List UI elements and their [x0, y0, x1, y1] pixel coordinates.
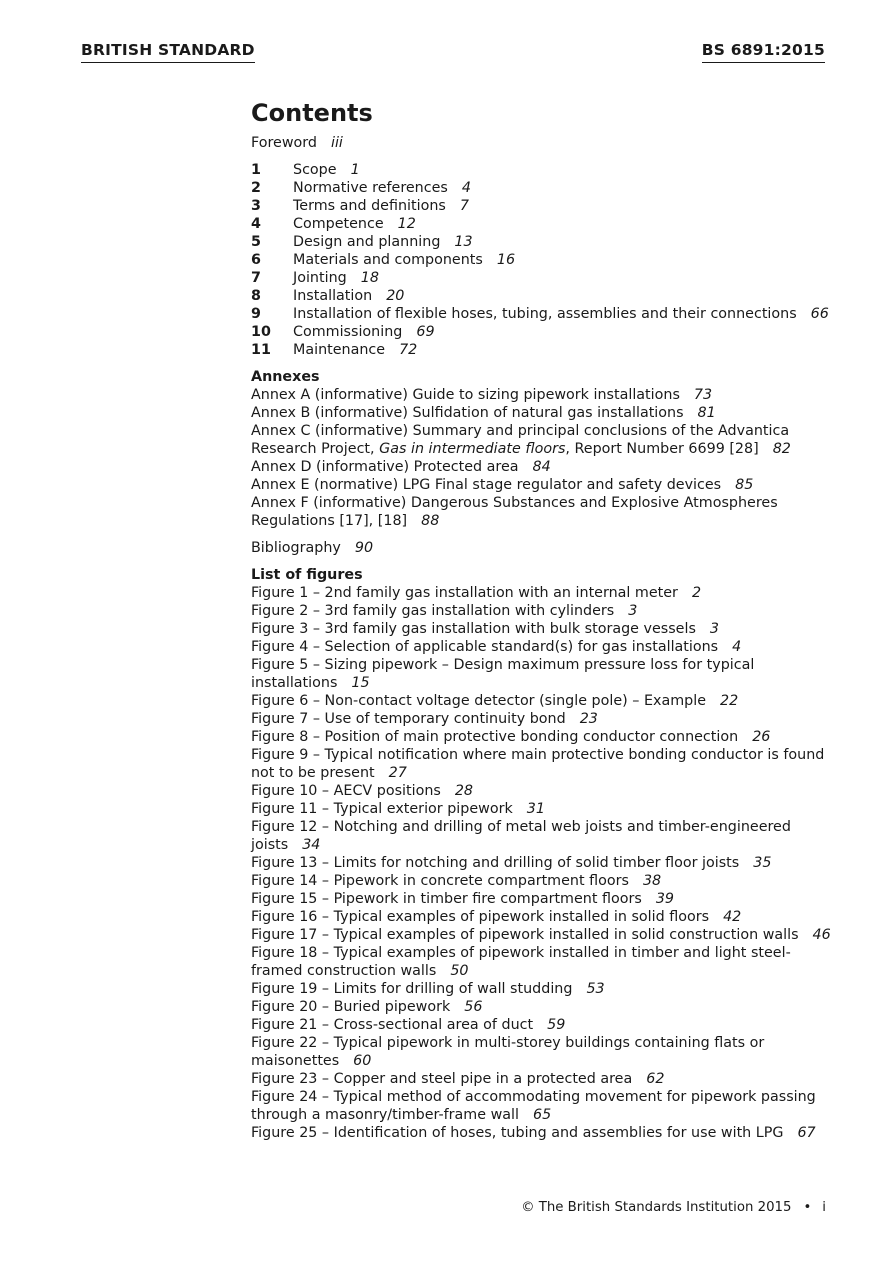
toc-page-number: 35	[753, 855, 772, 871]
toc-page-number: 85	[735, 477, 754, 493]
figure-title: Figure 19 – Limits for drilling of wall studding	[251, 981, 573, 997]
figure-title: Figure 10 – AECV positions	[251, 783, 441, 799]
footer-bullet: •	[803, 1200, 812, 1215]
toc-figure-25[interactable]	[251, 1124, 831, 1142]
figure-title: Figure 8 – Position of main protective bonding conductor connection	[251, 729, 739, 745]
clause-title: Materials and components	[293, 252, 483, 268]
page-title: Contents	[251, 99, 373, 127]
figures-heading: List of figures	[251, 567, 363, 583]
running-header-left: BRITISH STANDARD	[81, 41, 255, 63]
annex-title-italic: Gas in intermediate floors	[379, 441, 566, 457]
toc-page-number: 90	[354, 540, 374, 556]
toc-figure-17[interactable]	[251, 926, 831, 944]
toc-page-number: 15	[351, 675, 370, 691]
toc-annex-d[interactable]	[251, 458, 831, 476]
toc-page-number: 65	[532, 1107, 552, 1123]
clause-number: 4	[251, 216, 261, 232]
clause-number: 9	[251, 306, 261, 322]
clause-title: Design and planning	[293, 234, 441, 250]
table-of-contents	[251, 98, 831, 1142]
clause-title: Installation of flexible hoses, tubing, assemblies and their connections	[293, 306, 797, 322]
toc-page-number: 1	[350, 162, 360, 178]
toc-clause-1[interactable]	[251, 161, 831, 179]
figure-title: Figure 20 – Buried pipework	[251, 999, 451, 1015]
toc-clause-6[interactable]	[251, 251, 831, 269]
toc-entry-bibliography[interactable]	[251, 539, 831, 557]
figure-title: Figure 22 – Typical pipework in multi-storey buildings containing flats or maisonettes	[251, 1035, 765, 1069]
figure-title: Figure 16 – Typical examples of pipework installed in solid floors	[251, 909, 710, 925]
figure-title: Figure 25 – Identification of hoses, tubing and assemblies for use with LPG	[251, 1125, 784, 1141]
figure-title: Figure 12 – Notching and drilling of metal web joists and timber-engineered joists	[251, 819, 791, 853]
toc-clause-5[interactable]	[251, 233, 831, 251]
toc-annex-a[interactable]	[251, 386, 831, 404]
toc-figure-20[interactable]	[251, 998, 831, 1016]
clause-number: 5	[251, 234, 261, 250]
toc-figure-2[interactable]	[251, 602, 831, 620]
figure-title: Figure 14 – Pipework in concrete compartment floors	[251, 873, 629, 889]
toc-figure-14[interactable]	[251, 872, 831, 890]
toc-page-number: 38	[642, 873, 662, 889]
toc-page-number: 31	[526, 801, 545, 817]
figure-title: Figure 24 – Typical method of accommodating movement for pipework passing through a masonry/timber-frame wall	[251, 1089, 816, 1123]
annex-title-start: Annex C (informative) Summary and principal conclusions of the Advantica Research Project,	[251, 423, 790, 457]
annex-title: Annex F (informative) Dangerous Substances and Explosive Atmospheres Regulations [17], [18]	[251, 495, 778, 529]
figure-title: Figure 5 – Sizing pipework – Design maximum pressure loss for typical installations	[251, 657, 755, 691]
toc-figure-23[interactable]	[251, 1070, 831, 1088]
page-number: i	[822, 1200, 826, 1215]
toc-figure-24[interactable]	[251, 1088, 831, 1124]
toc-figure-18[interactable]	[251, 944, 831, 980]
toc-figure-10[interactable]	[251, 782, 831, 800]
page-footer	[521, 1199, 826, 1216]
clause-number: 11	[251, 342, 271, 358]
annex-title: Annex A (informative) Guide to sizing pipework installations	[251, 387, 680, 403]
toc-entry-foreword[interactable]	[251, 134, 831, 152]
toc-clause-10[interactable]	[251, 323, 831, 341]
toc-page-number: 82	[772, 441, 791, 457]
toc-page-number: 69	[416, 324, 435, 340]
toc-page-number: 2	[691, 585, 702, 601]
toc-annex-e[interactable]	[251, 476, 831, 494]
toc-page-number: 13	[454, 234, 473, 250]
annex-title: Annex D (informative) Protected area	[251, 459, 519, 475]
toc-figure-9[interactable]	[251, 746, 831, 782]
clause-number: 8	[251, 288, 261, 304]
toc-page-number: 16	[496, 252, 516, 268]
toc-page-number: 46	[812, 927, 831, 943]
annex-title: Annex B (informative) Sulfidation of natural gas installations	[251, 405, 684, 421]
toc-page-number: 23	[579, 711, 598, 727]
figure-list	[251, 566, 831, 1142]
toc-clause-11[interactable]	[251, 341, 831, 359]
toc-figure-11[interactable]	[251, 800, 831, 818]
figure-title: Figure 6 – Non-contact voltage detector (single pole) – Example	[251, 693, 706, 709]
toc-figure-21[interactable]	[251, 1016, 831, 1034]
toc-annex-b[interactable]	[251, 404, 831, 422]
toc-page-number: 60	[353, 1053, 372, 1069]
clause-number: 2	[251, 180, 261, 196]
toc-page-number: 27	[388, 765, 407, 781]
clause-number: 3	[251, 198, 261, 214]
toc-figure-5[interactable]	[251, 656, 831, 692]
toc-figure-15[interactable]	[251, 890, 831, 908]
toc-figure-3[interactable]	[251, 620, 831, 638]
toc-page-number: 59	[547, 1017, 566, 1033]
toc-page-number: 56	[464, 999, 483, 1015]
toc-clause-9[interactable]	[251, 305, 831, 323]
running-header-right: BS 6891:2015	[702, 41, 825, 63]
toc-page-number: iii	[330, 135, 343, 151]
annex-title: Annex E (normative) LPG Final stage regulator and safety devices	[251, 477, 722, 493]
toc-page-number: 28	[454, 783, 474, 799]
toc-page-number: 81	[697, 405, 716, 421]
toc-figure-6[interactable]	[251, 692, 831, 710]
figure-title: Figure 17 – Typical examples of pipework installed in solid construction walls	[251, 927, 799, 943]
toc-annex-f[interactable]	[251, 494, 831, 530]
toc-page-number: 26	[752, 729, 771, 745]
toc-page-number: 20	[386, 288, 405, 304]
toc-page-number: 88	[421, 513, 440, 529]
toc-figure-8[interactable]	[251, 728, 831, 746]
clause-title: Normative references	[293, 180, 448, 196]
toc-page-number: 66	[810, 306, 829, 322]
toc-page-number: 12	[397, 216, 416, 232]
toc-entry-label: Foreword	[251, 135, 317, 151]
figure-title: Figure 2 – 3rd family gas installation with cylinders	[251, 603, 615, 619]
toc-page-number: 84	[532, 459, 551, 475]
figure-title: Figure 21 – Cross-sectional area of duct	[251, 1017, 534, 1033]
toc-figure-1[interactable]	[251, 584, 831, 602]
toc-figure-12[interactable]	[251, 818, 831, 854]
toc-figure-22[interactable]	[251, 1034, 831, 1070]
figure-title: Figure 7 – Use of temporary continuity bond	[251, 711, 566, 727]
toc-entry-label: Bibliography	[251, 540, 341, 556]
clause-number: 7	[251, 270, 261, 286]
toc-page-number: 3	[628, 603, 638, 619]
toc-figure-4[interactable]	[251, 638, 831, 656]
clause-title: Jointing	[293, 270, 347, 286]
toc-page-number: 73	[693, 387, 713, 403]
toc-annex-c[interactable]	[251, 422, 831, 458]
toc-page-number: 34	[302, 837, 321, 853]
toc-clause-7[interactable]	[251, 269, 831, 287]
toc-figure-7[interactable]	[251, 710, 831, 728]
toc-page-number: 67	[797, 1125, 816, 1141]
clause-list	[251, 161, 831, 359]
toc-page-number: 72	[399, 342, 418, 358]
toc-page-number: 3	[709, 621, 720, 637]
annex-title-end: , Report Number 6699 [28]	[565, 441, 759, 457]
toc-page-number: 7	[459, 198, 469, 214]
clause-title: Competence	[293, 216, 384, 232]
toc-figure-13[interactable]	[251, 854, 831, 872]
toc-clause-3[interactable]	[251, 197, 831, 215]
toc-clause-2[interactable]	[251, 179, 831, 197]
clause-number: 6	[251, 252, 261, 268]
toc-page-number: 53	[586, 981, 605, 997]
clause-title: Maintenance	[293, 342, 386, 358]
toc-figure-16[interactable]	[251, 908, 831, 926]
annexes-heading: Annexes	[251, 369, 320, 385]
toc-page-number: 62	[646, 1071, 665, 1087]
figure-title: Figure 18 – Typical examples of pipework installed in timber and light steel-framed construction walls	[251, 945, 791, 979]
toc-clause-8[interactable]	[251, 287, 831, 305]
figure-title: Figure 3 – 3rd family gas installation with bulk storage vessels	[251, 621, 696, 637]
toc-page-number: 39	[655, 891, 675, 907]
clause-title: Installation	[293, 288, 373, 304]
figure-title: Figure 23 – Copper and steel pipe in a protected area	[251, 1071, 633, 1087]
annex-list	[251, 368, 831, 530]
toc-clause-4[interactable]	[251, 215, 831, 233]
figure-title: Figure 4 – Selection of applicable standard(s) for gas installations	[251, 639, 719, 655]
clause-title: Commissioning	[293, 324, 403, 340]
clause-number: 1	[251, 162, 261, 178]
toc-page-number: 50	[450, 963, 469, 979]
clause-number: 10	[251, 324, 271, 340]
figure-title: Figure 11 – Typical exterior pipework	[251, 801, 513, 817]
toc-page-number: 18	[360, 270, 379, 286]
toc-page-number: 22	[720, 693, 739, 709]
figure-title: Figure 15 – Pipework in timber fire compartment floors	[251, 891, 642, 907]
toc-page-number: 4	[732, 639, 742, 655]
toc-page-number: 42	[723, 909, 742, 925]
toc-figure-19[interactable]	[251, 980, 831, 998]
clause-title: Terms and definitions	[293, 198, 446, 214]
clause-title: Scope	[293, 162, 337, 178]
figure-title: Figure 1 – 2nd family gas installation with an internal meter	[251, 585, 678, 601]
toc-page-number: 4	[461, 180, 471, 196]
figure-title: Figure 9 – Typical notification where main protective bonding conductor is found not to be present	[251, 747, 825, 781]
copyright-notice: © The British Standards Institution 2015	[521, 1200, 792, 1215]
figure-title: Figure 13 – Limits for notching and drilling of solid timber floor joists	[251, 855, 740, 871]
